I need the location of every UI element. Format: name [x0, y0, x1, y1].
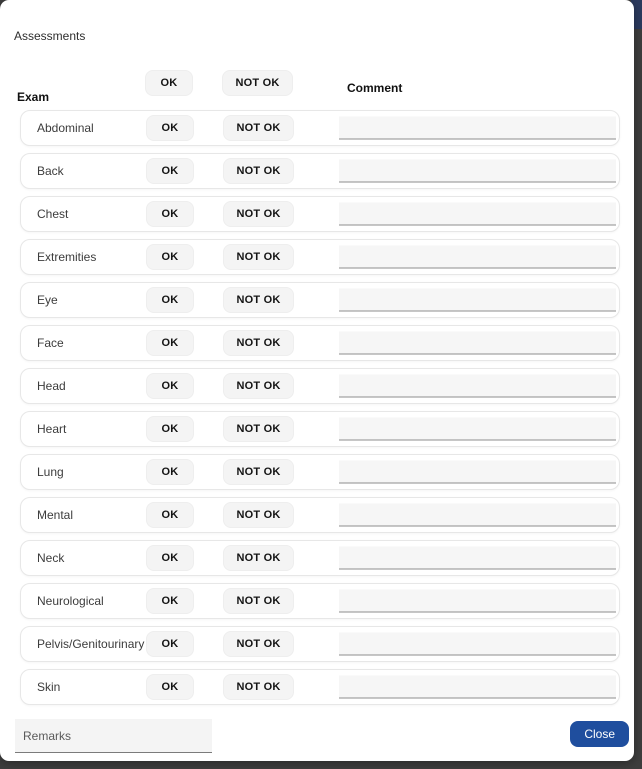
row-comment-input[interactable] — [339, 203, 616, 226]
row-ok-button[interactable]: OK — [146, 588, 194, 614]
row-comment-input[interactable] — [339, 547, 616, 570]
exam-name-label: Lung — [37, 465, 64, 479]
exam-name-label: Heart — [37, 422, 67, 436]
row-not-ok-button[interactable]: NOT OK — [223, 588, 294, 614]
mark-all-not-ok-button[interactable]: NOT OK — [222, 70, 293, 96]
exam-row — [20, 368, 620, 404]
row-comment-input[interactable] — [339, 332, 616, 355]
row-ok-button[interactable]: OK — [146, 115, 194, 141]
exam-row — [20, 411, 620, 447]
row-comment-input[interactable] — [339, 160, 616, 183]
exam-row — [20, 540, 620, 576]
exam-name-label: Back — [37, 164, 64, 178]
row-comment-input[interactable] — [339, 590, 616, 613]
exam-name-label: Face — [37, 336, 64, 350]
exam-name-label: Neurological — [37, 594, 104, 608]
exam-rows-list — [20, 110, 620, 712]
comment-column-header: Comment — [347, 81, 403, 95]
row-ok-button[interactable]: OK — [146, 373, 194, 399]
mark-all-ok-button[interactable]: OK — [145, 70, 193, 96]
row-not-ok-button[interactable]: NOT OK — [223, 287, 294, 313]
row-not-ok-button[interactable]: NOT OK — [223, 459, 294, 485]
row-comment-input[interactable] — [339, 246, 616, 269]
row-comment-input[interactable] — [339, 504, 616, 527]
row-not-ok-button[interactable]: NOT OK — [223, 373, 294, 399]
row-ok-button[interactable]: OK — [146, 201, 194, 227]
exam-name-label: Extremities — [37, 250, 97, 264]
row-not-ok-button[interactable]: NOT OK — [223, 201, 294, 227]
row-not-ok-button[interactable]: NOT OK — [223, 502, 294, 528]
exam-row — [20, 626, 620, 662]
row-not-ok-button[interactable]: NOT OK — [223, 545, 294, 571]
row-comment-input[interactable] — [339, 117, 616, 140]
row-not-ok-button[interactable]: NOT OK — [223, 115, 294, 141]
row-comment-input[interactable] — [339, 418, 616, 441]
row-not-ok-button[interactable]: NOT OK — [223, 330, 294, 356]
row-ok-button[interactable]: OK — [146, 330, 194, 356]
exam-row — [20, 583, 620, 619]
row-comment-input[interactable] — [339, 633, 616, 656]
row-ok-button[interactable]: OK — [146, 158, 194, 184]
exam-name-label: Neck — [37, 551, 65, 565]
row-ok-button[interactable]: OK — [146, 502, 194, 528]
exam-row — [20, 325, 620, 361]
close-button[interactable]: Close — [570, 721, 629, 747]
exam-column-header: Exam — [17, 90, 50, 104]
exam-row — [20, 153, 620, 189]
exam-row — [20, 196, 620, 232]
row-not-ok-button[interactable]: NOT OK — [223, 631, 294, 657]
row-ok-button[interactable]: OK — [146, 545, 194, 571]
exam-row — [20, 497, 620, 533]
row-ok-button[interactable]: OK — [146, 631, 194, 657]
exam-row — [20, 669, 620, 705]
row-ok-button[interactable]: OK — [146, 459, 194, 485]
row-comment-input[interactable] — [339, 289, 616, 312]
exam-row — [20, 282, 620, 318]
table-header — [17, 70, 620, 104]
row-not-ok-button[interactable]: NOT OK — [223, 674, 294, 700]
dialog-footer — [15, 718, 629, 754]
exam-name-label: Eye — [37, 293, 58, 307]
row-ok-button[interactable]: OK — [146, 416, 194, 442]
row-not-ok-button[interactable]: NOT OK — [223, 244, 294, 270]
exam-row — [20, 454, 620, 490]
exam-row — [20, 110, 620, 146]
dialog-title: Assessments — [14, 29, 86, 43]
row-not-ok-button[interactable]: NOT OK — [223, 158, 294, 184]
row-comment-input[interactable] — [339, 375, 616, 398]
exam-name-label: Pelvis/Genitourinary — [37, 637, 145, 651]
row-not-ok-button[interactable]: NOT OK — [223, 416, 294, 442]
exam-row — [20, 239, 620, 275]
exam-name-label: Skin — [37, 680, 61, 694]
row-comment-input[interactable] — [339, 676, 616, 699]
remarks-input[interactable] — [15, 719, 212, 753]
exam-name-label: Head — [37, 379, 66, 393]
row-ok-button[interactable]: OK — [146, 244, 194, 270]
exam-name-label: Mental — [37, 508, 74, 522]
row-comment-input[interactable] — [339, 461, 616, 484]
exam-name-label: Chest — [37, 207, 69, 221]
row-ok-button[interactable]: OK — [146, 674, 194, 700]
exam-name-label: Abdominal — [37, 121, 94, 135]
row-ok-button[interactable]: OK — [146, 287, 194, 313]
